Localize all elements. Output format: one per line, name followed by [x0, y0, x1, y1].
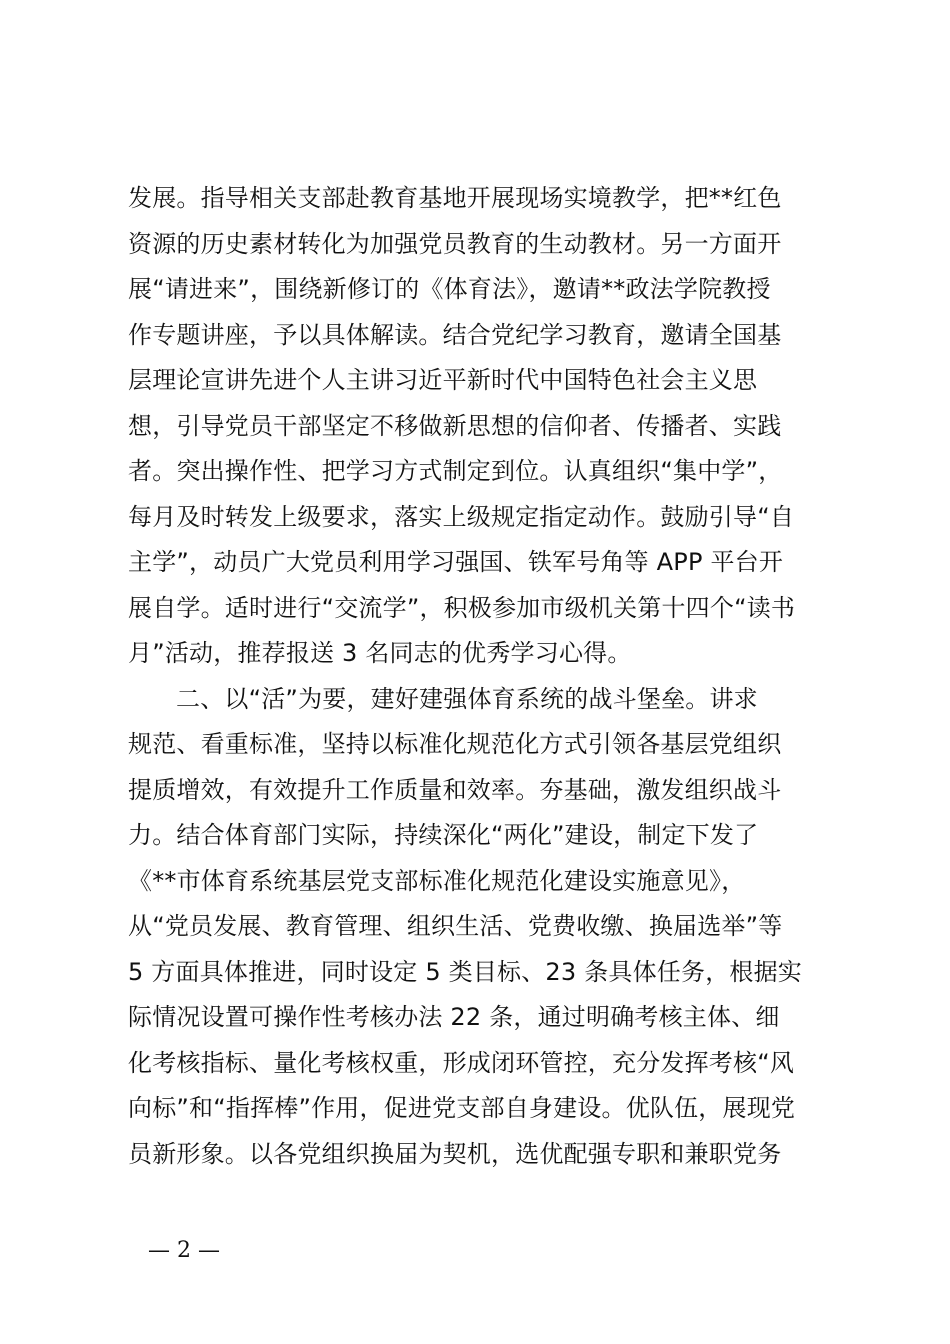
text-line: 提质增效，有效提升工作质量和效率。夯基础，激发组织战斗: [128, 775, 782, 804]
text-line: 想，引导党员干部坚定不移做新思想的信仰者、传播者、实践: [128, 411, 782, 440]
page-number: — 2 —: [148, 1238, 220, 1263]
text-line: 作专题讲座，予以具体解读。结合党纪学习教育，邀请全国基: [128, 320, 782, 349]
text-line: 5 方面具体推进，同时设定 5 类目标、23 条具体任务，根据实: [128, 957, 802, 986]
text-line: 资源的历史素材转化为加强党员教育的生动教材。另一方面开: [128, 229, 782, 258]
text-line: 规范、看重标准，坚持以标准化规范化方式引领各基层党组织: [128, 730, 782, 758]
text-line: 员新形象。以各党组织换届为契机，选优配强专职和兼职党务: [128, 1139, 782, 1168]
text-line: 展“请进来”，围绕新修订的《体育法》，邀请**政法学院教授: [128, 275, 771, 303]
text-line: 层理论宣讲先进个人主讲习近平新时代中国特色社会主义思: [128, 366, 758, 394]
text-line: 从“党员发展、教育管理、组织生活、党费收缴、换届选举”等: [128, 912, 783, 940]
text-line: 展自学。适时进行“交流学”，积极参加市级机关第十四个“读书: [128, 593, 796, 622]
text-line: 向标”和“指挥棒”作用，促进党支部自身建设。优队伍，展现党: [128, 1094, 796, 1122]
body-text: [128, 176, 828, 1177]
text-line: 力。结合体育部门实际，持续深化“两化”建设，制定下发了: [128, 821, 759, 849]
text-line: 化考核指标、量化考核权重，形成闭环管控，充分发挥考核“风: [128, 1048, 795, 1077]
text-line: 发展。指导相关支部赴教育基地开展现场实境教学，把**红色: [128, 184, 782, 212]
text-line: 《**市体育系统基层党支部标准化规范化建设实施意见》，: [128, 866, 746, 895]
text-line: 每月及时转发上级要求，落实上级规定指定动作。鼓励引导“自: [128, 502, 795, 531]
text-line: 主学”，动员广大党员利用学习强国、铁军号角等 APP 平台开: [128, 548, 784, 576]
text-line: 际情况设置可操作性考核办法 22 条，通过明确考核主体、细: [128, 1003, 780, 1031]
section-heading-line: 二、以“活”为要，建好建强体育系统的战斗堡垒。讲求: [176, 684, 758, 713]
text-line: 者。突出操作性、把学习方式制定到位。认真组织“集中学”，: [128, 457, 783, 485]
text-line: 月”活动，推荐报送 3 名同志的优秀学习心得。: [128, 639, 632, 667]
